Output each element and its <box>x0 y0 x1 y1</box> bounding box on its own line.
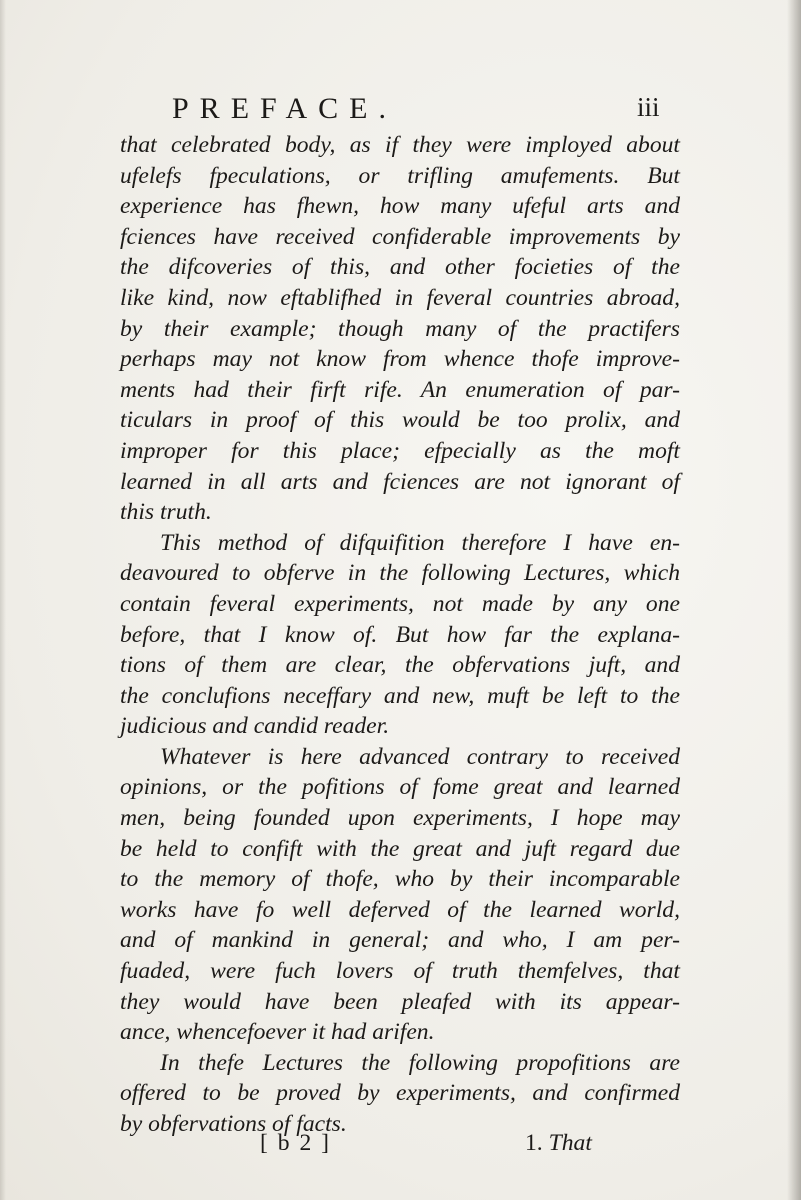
page-number: iii <box>637 92 660 122</box>
text-line: ticulars in proof of this would be too prolix, and <box>120 407 680 434</box>
text-line: perhaps may not know from whence thofe improve- <box>120 346 680 373</box>
paragraph-start-line: Whatever is here advanced contrary to received <box>160 743 680 770</box>
page-footer <box>260 1130 680 1160</box>
text-line: fuaded, were fuch lovers of truth themfelves, that <box>120 958 680 985</box>
catchword-number: 1. <box>525 1130 543 1156</box>
signature-mark: [ b 2 ] <box>260 1130 332 1156</box>
text-line: to the memory of thofe, who by their incomparable <box>120 866 680 893</box>
text-line: deavoured to obferve in the following Lectures, which <box>120 560 680 587</box>
catchword <box>525 1130 592 1157</box>
text-line: this truth. <box>120 499 212 526</box>
text-line: improper for this place; efpecially as the moft <box>120 437 680 464</box>
text-line: tions of them are clear, the obfervations juft, and <box>120 652 680 679</box>
preface-body <box>120 130 680 1140</box>
text-line: the conclufions neceffary and new, muft be left to the <box>120 682 680 709</box>
text-line: ufelefs fpeculations, or trifling amufements. But <box>120 162 680 189</box>
text-line: by their example; though many of the practifers <box>120 315 680 342</box>
text-line: the difcoveries of this, and other focieties of the <box>120 254 680 281</box>
text-line: learned in all arts and fciences are not ignorant of <box>120 468 680 495</box>
text-line: judicious and candid reader. <box>120 713 390 740</box>
text-line: before, that I know of. But how far the explana- <box>120 621 680 648</box>
text-line: works have fo well deferved of the learned world, <box>120 896 680 923</box>
text-line: offered to be proved by experiments, and confirmed <box>120 1080 680 1107</box>
text-line: ance, whencefoever it had arifen. <box>120 1019 435 1046</box>
text-line: they would have been pleafed with its appear- <box>120 988 680 1015</box>
text-line: ments had their firft rife. An enumeration of par- <box>120 376 680 403</box>
paragraph-start-line: This method of difquifition therefore I have en- <box>160 529 680 556</box>
page-edge-shadow-right <box>787 0 801 1200</box>
paragraph-start-line: In thefe Lectures the following propofitions are <box>160 1049 680 1076</box>
text-line: opinions, or the pofitions of fome great and learned <box>120 774 680 801</box>
catchword-word: That <box>548 1130 592 1156</box>
text-line: like kind, now eftablifhed in feveral countries abroad, <box>120 284 680 311</box>
page-header <box>172 92 672 128</box>
text-line: experience has fhewn, how many ufeful arts and <box>120 193 680 220</box>
running-head: PREFACE. <box>172 92 397 125</box>
text-line: by obfervations of facts. <box>120 1111 347 1137</box>
text-line: fciences have received confiderable improvements by <box>120 223 680 250</box>
text-line: men, being founded upon experiments, I hope may <box>120 805 680 832</box>
text-line: contain feveral experiments, not made by any one <box>120 590 680 617</box>
text-line: that celebrated body, as if they were imployed about <box>120 132 680 158</box>
page-edge-shadow-left <box>0 0 6 1200</box>
text-line: and of mankind in general; and who, I am per- <box>120 927 680 954</box>
text-line: be held to confift with the great and juft regard due <box>120 835 680 862</box>
